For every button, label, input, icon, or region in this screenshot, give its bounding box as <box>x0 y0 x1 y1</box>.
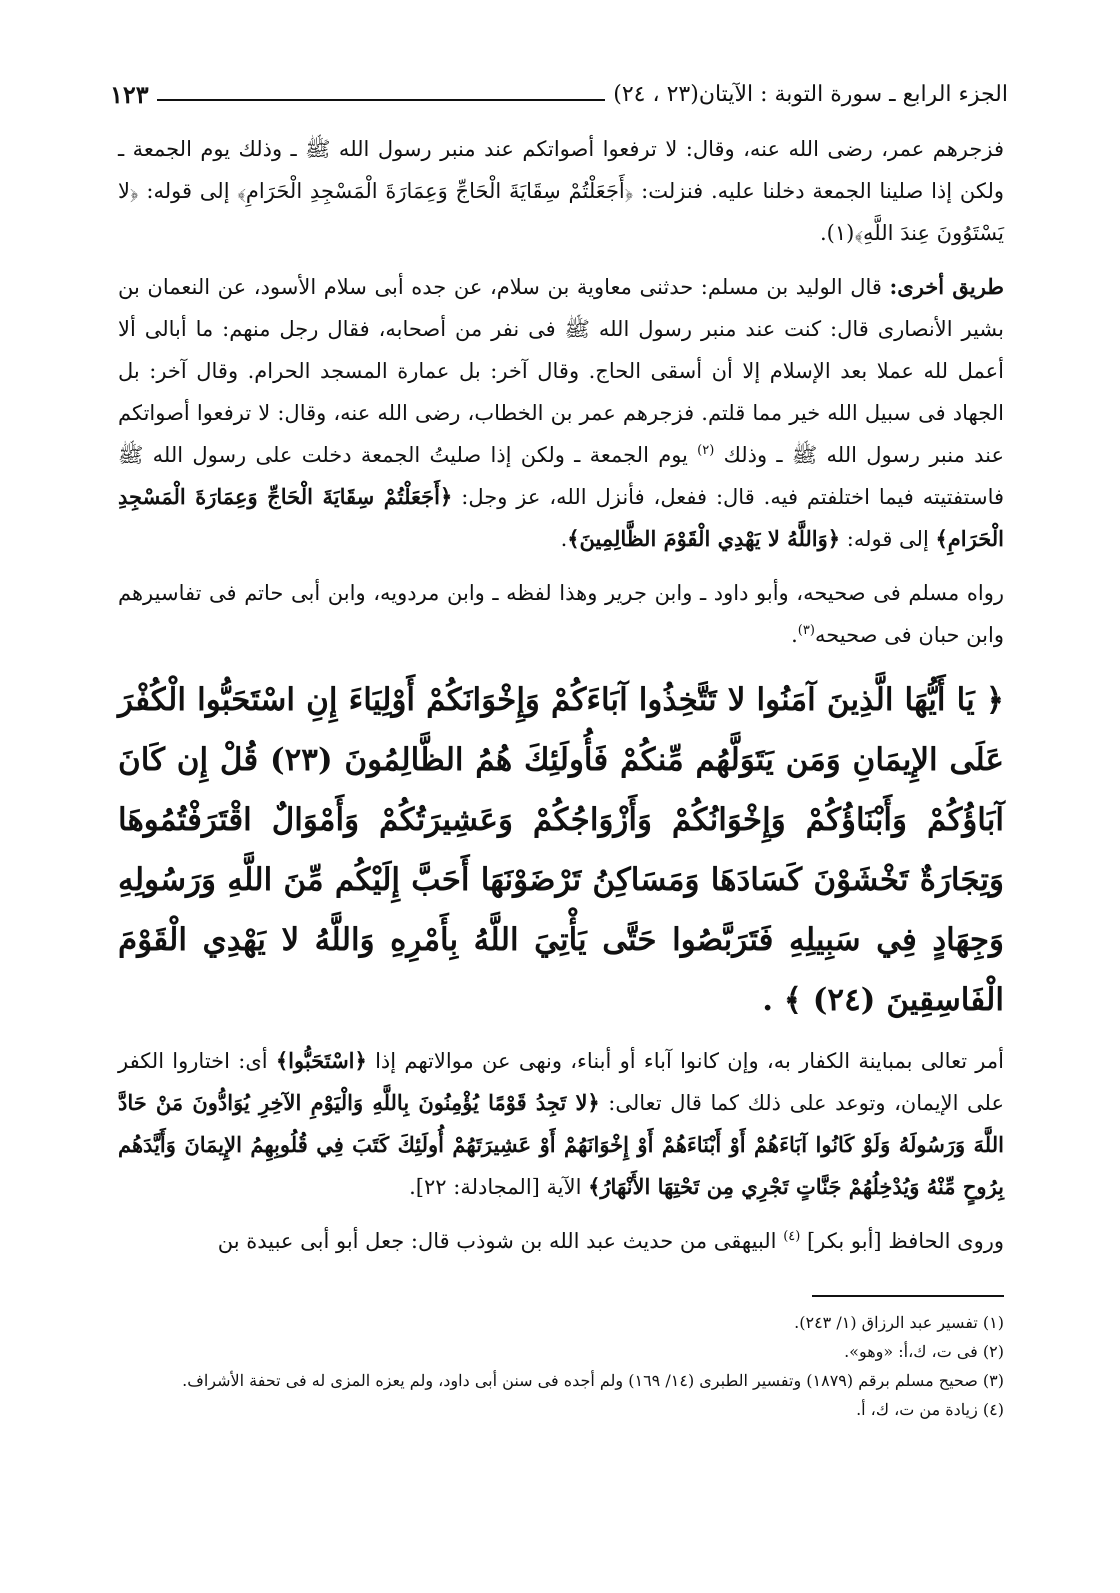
footnote-divider <box>812 1295 1004 1297</box>
header-rule <box>157 99 606 101</box>
paragraph-3-text: رواه مسلم فى صحيحه، وأبو داود ـ وابن جرير وهذا لفظه ـ وابن مردويه، وابن أبى حاتم فى تفاسيرهم وابن حبان فى صحيحه <box>118 581 1004 647</box>
quran-quote-2: ﴿وَاللَّهُ لا يَهْدِي الْقَوْمَ الظَّالِمِينَ﴾ <box>567 526 841 551</box>
footnotes <box>118 1308 1004 1424</box>
footnote-4: (٤) زيادة من ت، ك، أ. <box>856 1400 1004 1419</box>
page-body <box>118 128 1004 1262</box>
footnote-ref-2: (٢) <box>697 443 715 458</box>
paragraph-5-text-a: وروى الحافظ [أبو بكر] <box>800 1229 1004 1253</box>
quran-quote-3: ﴿اسْتَحَبُّوا﴾ <box>275 1048 367 1073</box>
paragraph-2 <box>118 266 1004 560</box>
paragraph-4-text-c: الآية [المجادلة: ٢٢]. <box>409 1175 589 1199</box>
paragraph-1: فزجرهم عمر، رضى الله عنه، وقال: لا ترفعوا أصواتكم عند منبر رسول الله ﷺ ـ وذلك يوم الجمعة ـ ولكن إذا صلينا الجمعة دخلنا عليه. فنزلت: ﴿أَجَعَلْتُمْ سِقَايَةَ الْحَاجِّ وَعِمَارَةَ الْمَسْجِدِ الْحَرَامِ﴾ إلى قوله: ﴿لا يَسْتَوُونَ عِندَ اللَّهِ﴾(١). <box>118 137 1004 245</box>
running-header <box>110 74 1008 114</box>
footnote-ref-4: (٤) <box>783 1229 801 1244</box>
paragraph-2-text-c: إلى قوله: <box>840 527 936 551</box>
header-title: الجزء الرابع ـ سورة التوبة : الآيتان(٢٣ ، ٢٤) <box>613 81 1008 107</box>
paragraph-5-text-b: البيهقى من حديث عبد الله بن شوذب قال: جعل أبو أبى عبيدة بن <box>217 1229 784 1253</box>
paragraph-2-text-a: قال الوليد بن مسلم: حدثنى معاوية بن سلام، عن جده أبى سلام الأسود، عن النعمان بن بشير الأنصارى قال: كنت عند منبر رسول الله ﷺ فى نفر من أصحابه، فقال رجل منهم: ما أبالى ألا أعمل لله عملا بعد الإسلام إلا أن أسقى الحاج. وقال آخر: بل عمارة المسجد الحرام. وقال آخر: بل الجهاد فى سبيل الله خير مما قلتم. فزجرهم عمر بن الخطاب، رضى الله عنه، وقال: لا ترفعوا أصواتكم عند منبر رسول الله ﷺ ـ وذلك <box>118 275 1004 467</box>
quran-quote-4: ﴿لا تَجِدُ قَوْمًا يُؤْمِنُونَ بِاللَّهِ وَالْيَوْمِ الآخِرِ يُوَادُّونَ مَنْ حَادَّ اللَّهَ وَرَسُولَهُ وَلَوْ كَانُوا آبَاءَهُمْ أَوْ أَبْنَاءَهُمْ أَوْ إِخْوَانَهُمْ أَوْ عَشِيرَتَهُمْ أُولَئِكَ كَتَبَ فِي قُلُوبِهِمُ الإِيمَانَ وَأَيَّدَهُم بِرُوحٍ مِّنْهُ وَيُدْخِلُهُمْ جَنَّاتٍ تَجْرِي مِن تَحْتِهَا الأَنْهَارُ﴾ <box>118 1090 1004 1199</box>
paragraph-4-text-a: أمر تعالى بمباينة الكفار به، وإن كانوا آباء أو أبناء، ونهى عن موالاتهم إذا <box>366 1049 1004 1073</box>
page-number: ١٢٣ <box>110 79 149 109</box>
footnote-3: (٣) صحيح مسلم برقم (١٨٧٩) وتفسير الطبرى (١٤/ ١٦٩) ولم أجده فى سنن أبى داود، ولم يعزه المزى له فى تحفة الأشراف. <box>182 1371 1004 1390</box>
footnote-ref-3: (٣) <box>797 623 815 638</box>
section-lead: طريق أخرى: <box>889 274 1004 299</box>
paragraph-4 <box>118 1040 1004 1208</box>
paragraph-3 <box>118 572 1004 656</box>
footnote-1: (١) تفسير عبد الرزاق (١/ ٢٤٣). <box>794 1313 1004 1332</box>
paragraph-5 <box>118 1220 1004 1262</box>
paragraph-2-text-b: يوم الجمعة ـ ولكن إذا صليتُ الجمعة دخلت على رسول الله ﷺ فاستفتيته فيما اختلفتم فيه. قال: ففعل، فأنزل الله، عز وجل: <box>118 443 1005 509</box>
quran-verse-block: ﴿ يَا أَيُّهَا الَّذِينَ آمَنُوا لا تَتَّخِذُوا آبَاءَكُمْ وَإِخْوَانَكُمْ أَوْلِيَاءَ إِنِ اسْتَحَبُّوا الْكُفْرَ عَلَى الإِيمَانِ وَمَن يَتَوَلَّهُم مِّنكُمْ فَأُولَئِكَ هُمُ الظَّالِمُونَ (٢٣) قُلْ إِن كَانَ آبَاؤُكُمْ وَأَبْنَاؤُكُمْ وَإِخْوَانُكُمْ وَأَزْوَاجُكُمْ وَعَشِيرَتُكُمْ وَأَمْوَالٌ اقْتَرَفْتُمُوهَا وَتِجَارَةٌ تَخْشَوْنَ كَسَادَهَا وَمَسَاكِنُ تَرْضَوْنَهَا أَحَبَّ إِلَيْكُم مِّنَ اللَّهِ وَرَسُولِهِ وَجِهَادٍ فِي سَبِيلِهِ فَتَرَبَّصُوا حَتَّى يَأْتِيَ اللَّهُ بِأَمْرِهِ وَاللَّهُ لا يَهْدِي الْقَوْمَ الْفَاسِقِينَ (٢٤) ﴾ . <box>118 682 1004 1018</box>
paragraph-2-end: . <box>560 527 568 551</box>
quran-quote-1: ﴿أَجَعَلْتُمْ سِقَايَةَ الْحَاجِّ وَعِمَارَةَ الْمَسْجِدِ الْحَرَامِ﴾ <box>118 484 1004 551</box>
paragraph-3-end: . <box>791 623 798 647</box>
footnote-2: (٢) فى ت، ك،أ: «وهو». <box>844 1342 1004 1361</box>
paragraph-4-text-b: أى: اختاروا الكفر على الإيمان، وتوعد على ذلك كما قال تعالى: <box>118 1049 1005 1115</box>
